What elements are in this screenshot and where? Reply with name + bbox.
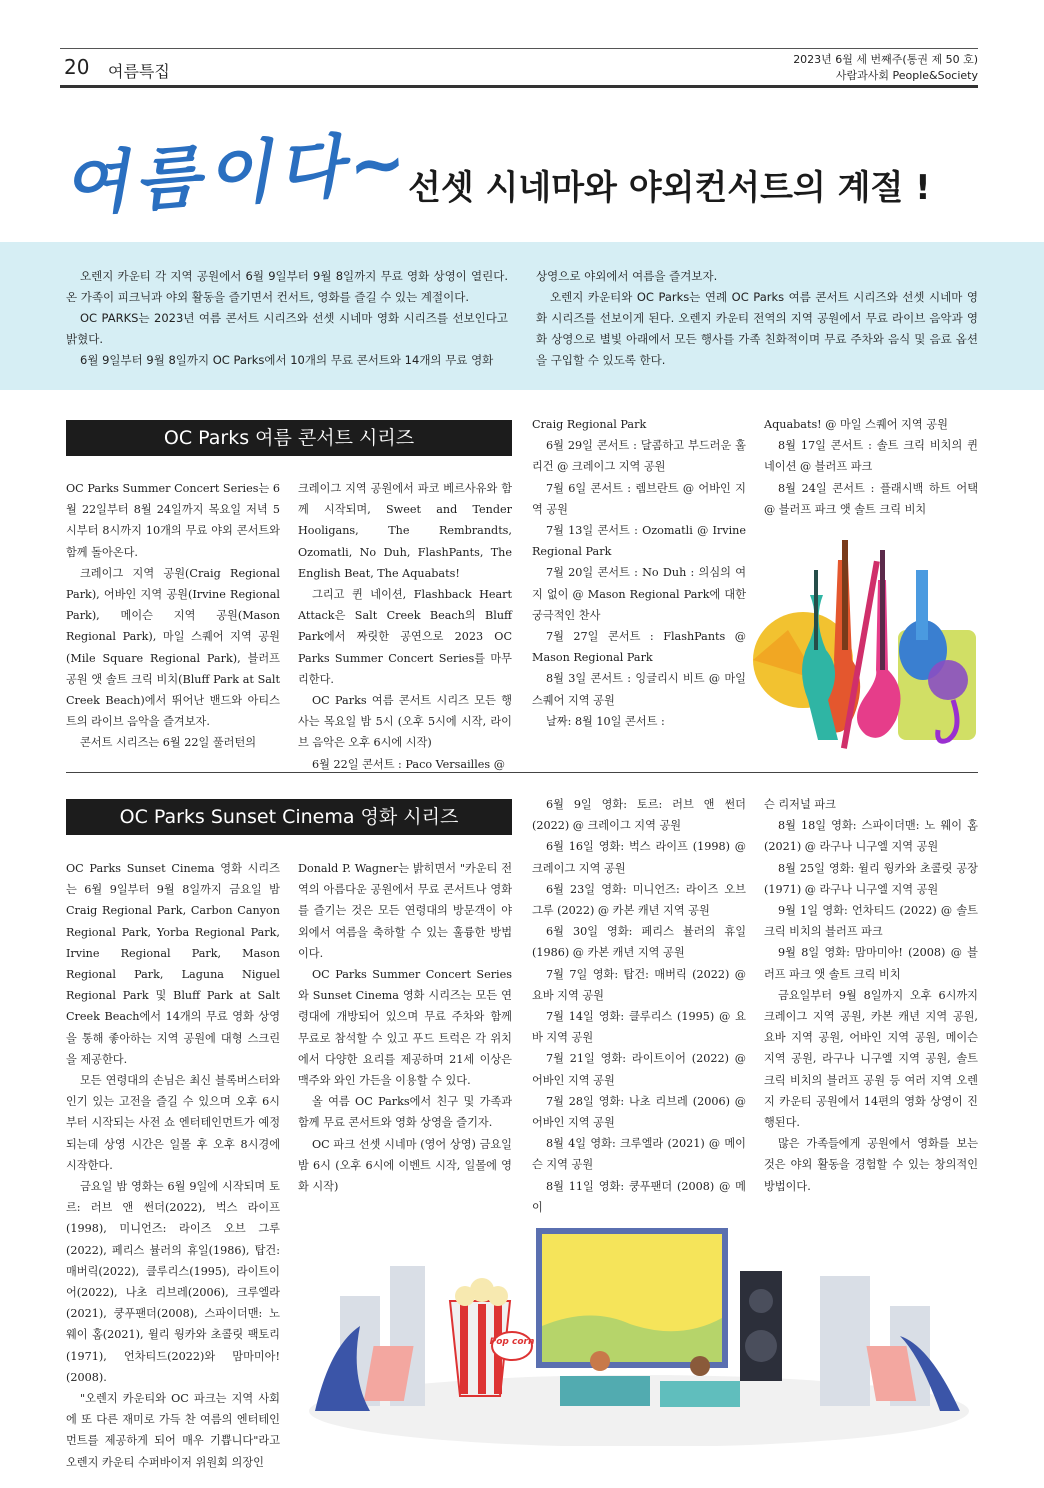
body-paragraph: 8월 11일 영화: 쿵푸팬더 (2008) @ 메이 bbox=[532, 1179, 746, 1214]
body-paragraph: OC Parks Summer Concert Series는 6월 22일부터 8월 24일까지 목요일 저녁 5시부터 8시까지 10개의 무료 야외 콘서트와 함께 돌아온다. bbox=[66, 482, 280, 559]
body-paragraph: OC Parks 여름 콘서트 시리즈 모든 행사는 목요일 밤 5시 (오후 5시에 시작, 라이브 음악은 오후 6시에 시작) bbox=[298, 694, 512, 750]
cinema-column-4 bbox=[764, 794, 978, 1197]
body-paragraph: 7월 27일 콘서트 : FlashPants @ Mason Regional Park bbox=[532, 630, 746, 665]
cinema-section-title: OC Parks Sunset Cinema 영화 시리즈 bbox=[66, 799, 512, 835]
body-paragraph: 6월 23일 영화: 미니언즈: 라이즈 오브 그루 (2022) @ 카본 캐년 지역 공원 bbox=[532, 882, 746, 918]
page-number: 20 bbox=[64, 55, 90, 79]
body-paragraph: 9월 8일 영화: 맘마미아! (2008) @ 블러프 파크 앳 솔트 크릭 비치 bbox=[764, 946, 978, 981]
body-paragraph: OC Parks Sunset Cinema 영화 시리즈는 6월 9일부터 9월 8일까지 금요일 밤 Craig Regional Park, Carbon Canyon Regional Park, Yorba Regional Park, Irvine Regional Park, Mason Regional Park, Laguna Niguel Regional Park 및 Bluff Park at Salt Creek Beach에서 14개의 무료 영화 상영을 통해 좋아하는 지역 공원에 대형 스크린을 제공한다. bbox=[66, 862, 280, 1066]
lead-left-column bbox=[66, 266, 508, 371]
lead-right-column bbox=[536, 266, 978, 371]
body-paragraph: 7월 14일 영화: 클루리스 (1995) @ 요바 지역 공원 bbox=[532, 1010, 746, 1045]
body-paragraph: 7월 13일 콘서트 : Ozomatli @ Irvine Regional Park bbox=[532, 524, 746, 559]
body-paragraph: 날짜: 8월 10일 콘서트 : bbox=[546, 714, 665, 728]
body-paragraph: 6월 30일 영화: 페리스 뷸러의 휴일 (1986) @ 카본 캐년 지역 공원 bbox=[532, 925, 746, 960]
body-paragraph: 7월 6일 콘서트 : 렘브란트 @ 어바인 지역 공원 bbox=[532, 481, 746, 516]
body-paragraph: 금요일 밤 영화는 6월 9일에 시작되며 토르: 러브 앤 썬더(2022), 벅스 라이프(1998), 미니언즈: 라이즈 오브 그루(2022), 페리스 뷸러의 휴일(1986), 탑건: 매버릭(2022), 클루리스(1995), 라이트이어(2022), 나초 리브레(2006), 크루엘라(2021), 쿵푸팬더(2008), 스파이더맨: 노 웨이 홈(2021), 윌리 웡카와 초콜릿 팩토리(1971), 언차티드(2022)와 맘마미아! (2008). bbox=[66, 1180, 280, 1384]
body-paragraph: 8월 17일 콘서트 : 솔트 크릭 비치의 퀸 네이션 @ 블러프 파크 bbox=[764, 439, 978, 474]
script-title: 여름이다~ bbox=[60, 122, 415, 227]
body-paragraph: 6월 16일 영화: 벅스 라이프 (1998) @ 크레이그 지역 공원 bbox=[532, 840, 746, 875]
section-name: 여름특집 bbox=[108, 62, 170, 81]
popcorn-label: Pop corn bbox=[489, 1337, 535, 1347]
body-paragraph: 그리고 퀸 네이션, Flashback Heart Attack은 Salt Creek Beach의 Bluff Park에서 짜릿한 공연으로 2023 OC Parks Summer Concert Series를 마무리한다. bbox=[298, 588, 512, 686]
body-paragraph: 금요일부터 9월 8일까지 오후 6시까지 크레이그 지역 공원, 카본 캐년 지역 공원, 요바 지역 공원, 어바인 지역 공원, 메이슨 지역 공원, 라구나 니구엘 지역 공원, 솔트 크릭 비치의 블러프 공원 등 여러 지역 오렌지 카운티 공원에서 14편의 영화 상영이 진행된다. bbox=[764, 988, 978, 1130]
body-paragraph: 8월 24일 콘서트 : 플래시백 하트 어택 @ 블러프 파크 앳 솔트 크릭 비치 bbox=[764, 481, 978, 516]
body-paragraph: "오렌지 카운티와 OC 파크는 지역 사회에 또 다른 재미로 가득 찬 여름의 엔터테인먼트를 제공하게 되어 매우 기쁩니다"라고 오렌지 카운티 수퍼바이저 위원회 의장인 bbox=[66, 1392, 280, 1469]
issue-info bbox=[793, 52, 978, 84]
publication-name: 사람과사회 People&Society bbox=[835, 69, 978, 82]
section-divider bbox=[66, 772, 978, 773]
body-paragraph: 7월 20일 콘서트 : No Duh : 의심의 여지 없이 @ Mason Regional Park에 대한 궁극적인 찬사 bbox=[532, 566, 746, 622]
lead-paragraph: 오렌지 카운티와 OC Parks는 연례 OC Parks 여름 콘서트 시리즈와 선셋 시네마 영화 시리즈를 선보이게 된다. 오렌지 카운티 전역의 지역 공원에서 무료 라이브 음악과 영화 상영으로 별빛 아래에서 모든 행사를 가족 친화적이며 무료 주차와 음식 및 음료 옵션을 구입할 수 있도록 한다. bbox=[536, 290, 978, 367]
header-rule-bottom bbox=[60, 85, 978, 88]
body-paragraph: 6월 22일 콘서트 : Paco Versailles @ bbox=[312, 757, 505, 771]
body-paragraph: 6월 29일 콘서트 : 달콤하고 부드러운 훌리건 @ 크레이그 지역 공원 bbox=[532, 439, 746, 474]
cinema-column-2 bbox=[298, 858, 512, 1197]
concert-column-3 bbox=[532, 414, 746, 732]
concert-column-1 bbox=[66, 478, 280, 754]
body-paragraph: 9월 1일 영화: 언차티드 (2022) @ 솔트 크릭 비치의 블러프 파크 bbox=[764, 904, 978, 939]
lead-paragraph: 오렌지 카운티 각 지역 공원에서 6월 9일부터 9월 8일까지 무료 영화 상영이 열린다. 온 가족이 피크닉과 야외 활동을 즐기면서 컨서트, 영화를 즐길 수 있는 계절이다. bbox=[66, 269, 508, 304]
body-paragraph: 크레이그 지역 공원(Craig Regional Park), 어바인 지역 공원(Irvine Regional Park), 메이슨 지역 공원(Mason Regional Park), 마일 스퀘어 지역 공원(Mile Square Regional Park), 블러프 공원 앳 솔트 크릭 비치(Bluff Park at Salt Creek Beach)에서 뛰어난 밴드와 아티스트의 라이브 음악을 즐겨보자. bbox=[66, 566, 280, 729]
body-paragraph: 7월 7일 영화: 탑건: 매버릭 (2022) @ 요바 지역 공원 bbox=[532, 967, 746, 1002]
body-paragraph: 7월 21일 영화: 라이트이어 (2022) @ 어바인 지역 공원 bbox=[532, 1052, 746, 1087]
concert-column-2 bbox=[298, 478, 512, 775]
cinema-column-1 bbox=[66, 858, 280, 1473]
body-paragraph: 크레이그 지역 공원에서 파코 베르사유와 함께 시작되며, Sweet and Tender Hooligans, The Rembrandts, Ozomatli, No Duh, FlashPants, The English Beat, The Aquabats! bbox=[298, 482, 512, 580]
body-paragraph: 7월 28일 영화: 나초 리브레 (2006) @ 어바인 지역 공원 bbox=[532, 1094, 746, 1130]
body-paragraph: 슨 리저널 파크 bbox=[764, 798, 836, 811]
outdoor-cinema-illustration bbox=[300, 1196, 978, 1446]
body-paragraph: 콘서트 시리즈는 6월 22일 풀러턴의 bbox=[80, 736, 257, 750]
concert-column-4 bbox=[764, 414, 978, 520]
body-paragraph: OC Parks Summer Concert Series와 Sunset Cinema 영화 시리즈는 모든 연령대에 개방되어 있으며 무료 주차와 함께 무료로 참석할 수 있고 푸드 트럭은 각 위치에서 다양한 요리를 제공하며 21세 이상은 맥주와 와인 가든을 이용할 수 있다. bbox=[298, 968, 512, 1088]
body-paragraph: 6월 9일 영화: 토르: 러브 앤 썬더 (2022) @ 크레이그 지역 공원 bbox=[532, 798, 746, 833]
cinema-column-3 bbox=[532, 794, 746, 1218]
lead-paragraph: OC PARKS는 2023년 여름 콘서트 시리즈와 선셋 시네마 영화 시리즈를 선보인다고 밝혔다. bbox=[66, 311, 508, 346]
body-paragraph: 8월 18일 영화: 스파이더맨: 노 웨이 홈 (2021) @ 라구나 니구엘 지역 공원 bbox=[764, 819, 978, 854]
header-rule-top bbox=[60, 48, 978, 49]
body-paragraph: OC 파크 선셋 시네마 (영어 상영) 금요일 밤 6시 (오후 6시에 이벤트 시작, 일몰에 영화 시작) bbox=[298, 1137, 512, 1194]
body-paragraph: Craig Regional Park bbox=[532, 418, 647, 431]
main-title: 선셋 시네마와 야외컨서트의 계절 ! bbox=[408, 168, 931, 208]
body-paragraph: 올 여름 OC Parks에서 친구 및 가족과 함께 무료 콘서트와 영화 상영을 즐기자. bbox=[298, 1095, 512, 1130]
instruments-illustration bbox=[748, 540, 980, 755]
lead-paragraph: 6월 9일부터 9월 8일까지 OC Parks에서 10개의 무료 콘서트와 14개의 무료 영화 bbox=[80, 353, 494, 367]
body-paragraph: Donald P. Wagner는 밝히면서 "카운티 전역의 아름다운 공원에서 무료 콘서트나 영화를 즐기는 것은 모든 연령대의 방문객이 야외에서 여름을 축하할 수 있는 훌륭한 방법이다. bbox=[298, 862, 512, 960]
body-paragraph: 8월 25일 영화: 윌리 웡카와 초콜릿 공장 (1971) @ 라구나 니구엘 지역 공원 bbox=[764, 861, 978, 896]
body-paragraph: Aquabats! @ 마일 스퀘어 지역 공원 bbox=[764, 418, 948, 431]
concert-section-title: OC Parks 여름 콘서트 시리즈 bbox=[66, 420, 512, 456]
body-paragraph: 8월 3일 콘서트 : 잉글리시 비트 @ 마일 스퀘어 지역 공원 bbox=[532, 672, 746, 707]
issue-line: 2023년 6월 세 번째주(통권 제 50 호) bbox=[793, 53, 978, 66]
body-paragraph: 모든 연령대의 손님은 최신 블록버스터와 인기 있는 고전을 즐길 수 있으며 오후 6시부터 시작되는 사전 쇼 엔터테인먼트가 예정되는데 상영 시간은 일몰 후 오후 8시경에 시작한다. bbox=[66, 1074, 280, 1172]
lead-paragraph: 상영으로 야외에서 여름을 즐겨보자. bbox=[536, 269, 718, 283]
body-paragraph: 많은 가족들에게 공원에서 영화를 보는 것은 야외 활동을 경험할 수 있는 창의적인 방법이다. bbox=[764, 1137, 978, 1193]
body-paragraph: 8월 4일 영화: 크루엘라 (2021) @ 메이슨 지역 공원 bbox=[532, 1137, 746, 1172]
